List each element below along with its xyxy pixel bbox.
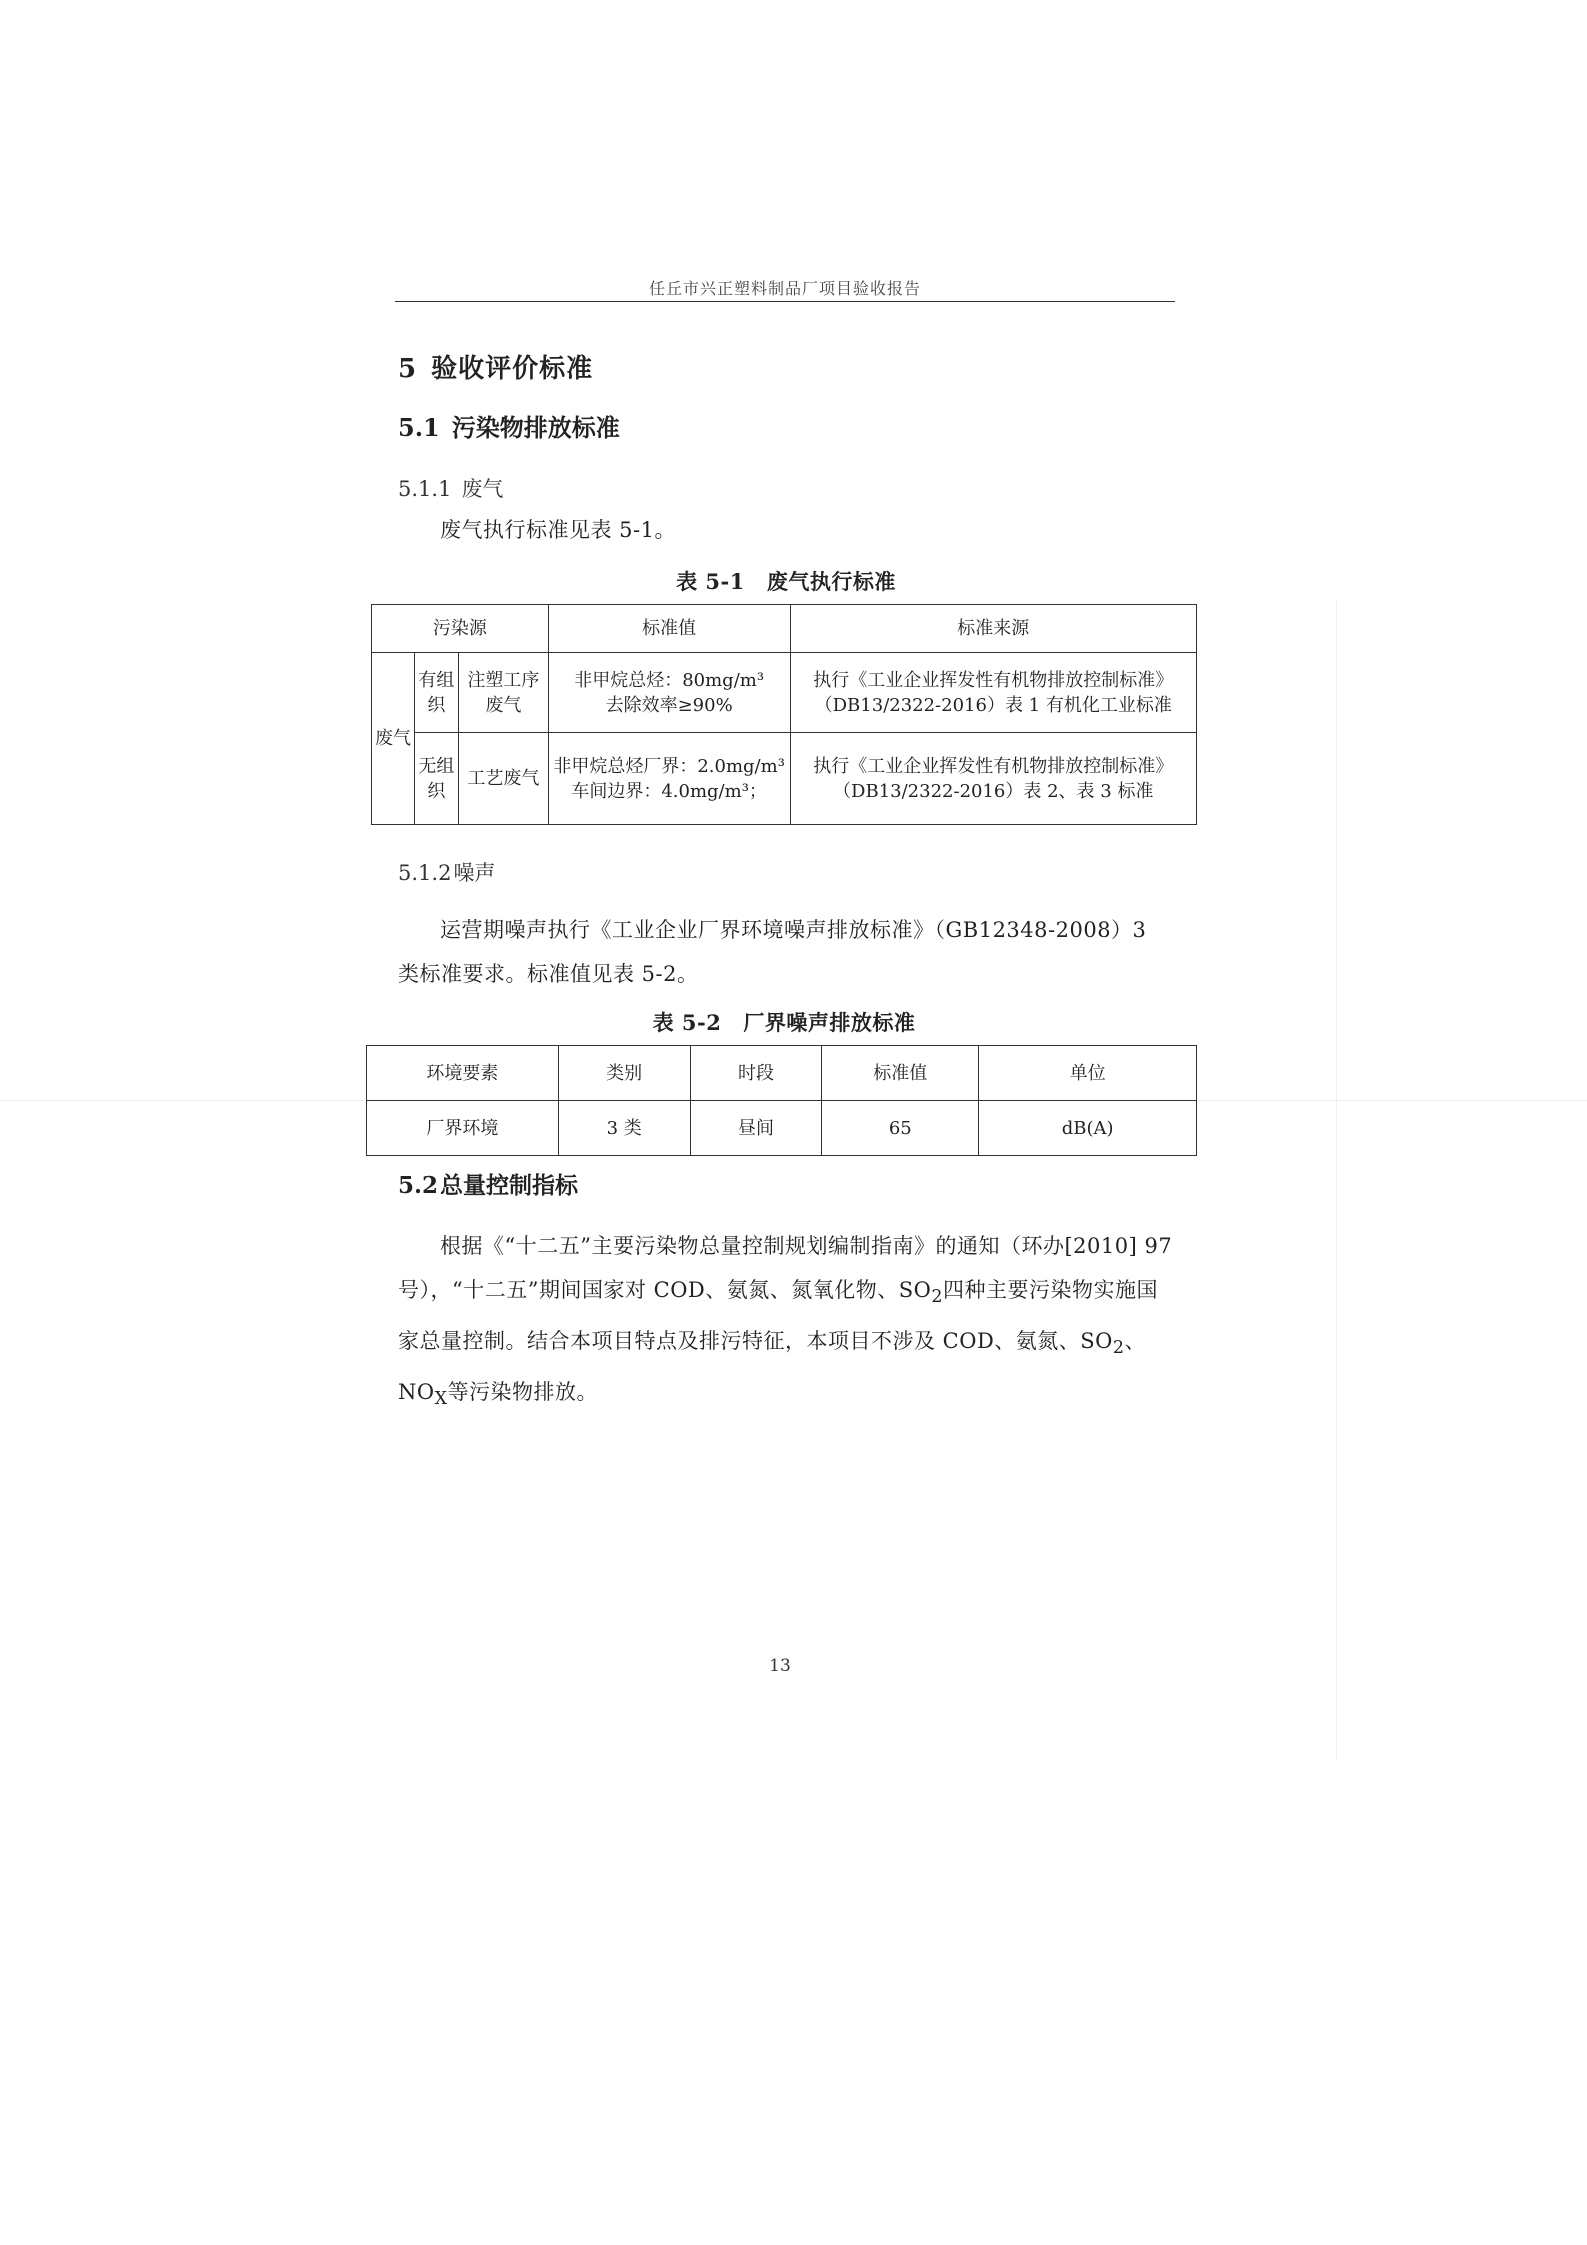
total-control-text: 根据《“十二五”主要污染物总量控制规划编制指南》的通知（环办[2010] 97 号），“十二五”期间国家对 COD、氨氮、氮氧化物、$SO_2$四种主要污染物实施国家总量控制。结合本项目特点及排污特征，本项目不涉及 COD、氨氮、$SO_2$、$NO_X$等污染物排放。 <box>398 1234 1173 1410</box>
section-5-2-number: 5.2 <box>398 1172 439 1199</box>
table-cell: dB(A) <box>979 1101 1197 1156</box>
section-5-1-1-title: 废气 <box>461 477 504 501</box>
table-head-cell: 标准值 <box>822 1046 979 1101</box>
table-5-2-caption-title: 厂界噪声排放标准 <box>743 1010 916 1035</box>
noise-text: 运营期噪声执行《工业企业厂界环境噪声排放标准》（GB12348-2008）3 类标准要求。标准值见表 5-2。 <box>398 918 1147 986</box>
standard-origin-cell <box>790 733 1197 825</box>
section-5-number: 5 <box>398 354 418 384</box>
table-head-cell: 类别 <box>558 1046 690 1101</box>
process-cell: 工艺废气 <box>458 733 548 825</box>
table-5-2-caption-label: 表 5-2 <box>652 1010 722 1035</box>
section-5-1-number: 5.1 <box>398 413 440 442</box>
table-head-origin: 标准来源 <box>790 605 1197 653</box>
section-5-title: 验收评价标准 <box>431 354 594 384</box>
table-head-cell: 时段 <box>690 1046 822 1101</box>
table-head-cell: 环境要素 <box>367 1046 559 1101</box>
standard-value-cell <box>548 733 790 825</box>
standard-origin-line: 执行《工业企业挥发性有机物排放控制标准》 <box>813 755 1174 777</box>
section-5-2-title: 总量控制指标 <box>440 1172 579 1199</box>
standard-value-line: 车间边界：4.0mg/m³； <box>571 780 767 802</box>
table-header-row <box>367 1046 1197 1101</box>
standard-value-cell <box>548 653 790 733</box>
standard-origin-line: 执行《工业企业挥发性有机物排放控制标准》 <box>813 669 1174 691</box>
table-head-source: 污染源 <box>372 605 549 653</box>
table-row <box>372 653 1197 733</box>
table-header-row <box>372 605 1197 653</box>
exhaust-intro-text: 废气执行标准见表 5-1。 <box>440 518 676 542</box>
section-5-1-1-heading <box>398 473 503 503</box>
table-row <box>367 1101 1197 1156</box>
running-header-title: 任丘市兴正塑料制品厂项目验收报告 <box>648 279 921 298</box>
standard-origin-line: （DB13/2322-2016）表 2、表 3 标准 <box>833 780 1154 802</box>
section-5-1-2-heading <box>398 857 495 887</box>
exhaust-standard-table <box>371 604 1197 825</box>
section-5-heading <box>398 348 593 385</box>
section-5-1-heading <box>398 408 620 443</box>
standard-value-line: 去除效率≥90% <box>605 694 733 716</box>
header-rule <box>395 301 1175 302</box>
section-5-1-2-number: 5.1.2 <box>398 861 452 885</box>
section-5-1-1-number: 5.1.1 <box>398 477 452 501</box>
emission-type-cell: 无组织 <box>414 733 458 825</box>
standard-value-line: 非甲烷总烃厂界：2.0mg/m³ <box>553 755 785 777</box>
table-5-1-caption-label: 表 5-1 <box>676 569 745 594</box>
table-5-2-caption <box>371 1007 1197 1037</box>
table-head-cell: 单位 <box>979 1046 1197 1101</box>
section-5-1-title: 污染物排放标准 <box>451 413 620 442</box>
table-cell: 65 <box>822 1101 979 1156</box>
table-5-1-caption <box>398 566 1174 596</box>
table-head-value: 标准值 <box>548 605 790 653</box>
exhaust-category-cell: 废气 <box>372 653 415 825</box>
table-5-1-caption-title: 废气执行标准 <box>766 569 896 594</box>
standard-value-line: 非甲烷总烃：80mg/m³ <box>574 669 765 691</box>
standard-origin-cell <box>790 653 1197 733</box>
total-control-paragraph <box>398 1224 1174 1422</box>
table-row <box>372 733 1197 825</box>
noise-paragraph <box>398 908 1174 996</box>
section-5-1-2-title: 噪声 <box>453 861 496 885</box>
table-cell: 昼间 <box>690 1101 822 1156</box>
table-cell: 3 类 <box>558 1101 690 1156</box>
exhaust-intro-paragraph <box>398 508 1174 552</box>
page-number: 13 <box>769 1656 791 1676</box>
process-cell: 注塑工序废气 <box>458 653 548 733</box>
table-cell: 厂界环境 <box>367 1101 559 1156</box>
emission-type-cell: 有组织 <box>414 653 458 733</box>
scan-artifact-vertical-line <box>1336 600 1337 1760</box>
section-5-2-heading <box>398 1167 578 1200</box>
standard-origin-line: （DB13/2322-2016）表 1 有机化工业标准 <box>814 694 1172 716</box>
noise-standard-table <box>366 1045 1197 1156</box>
